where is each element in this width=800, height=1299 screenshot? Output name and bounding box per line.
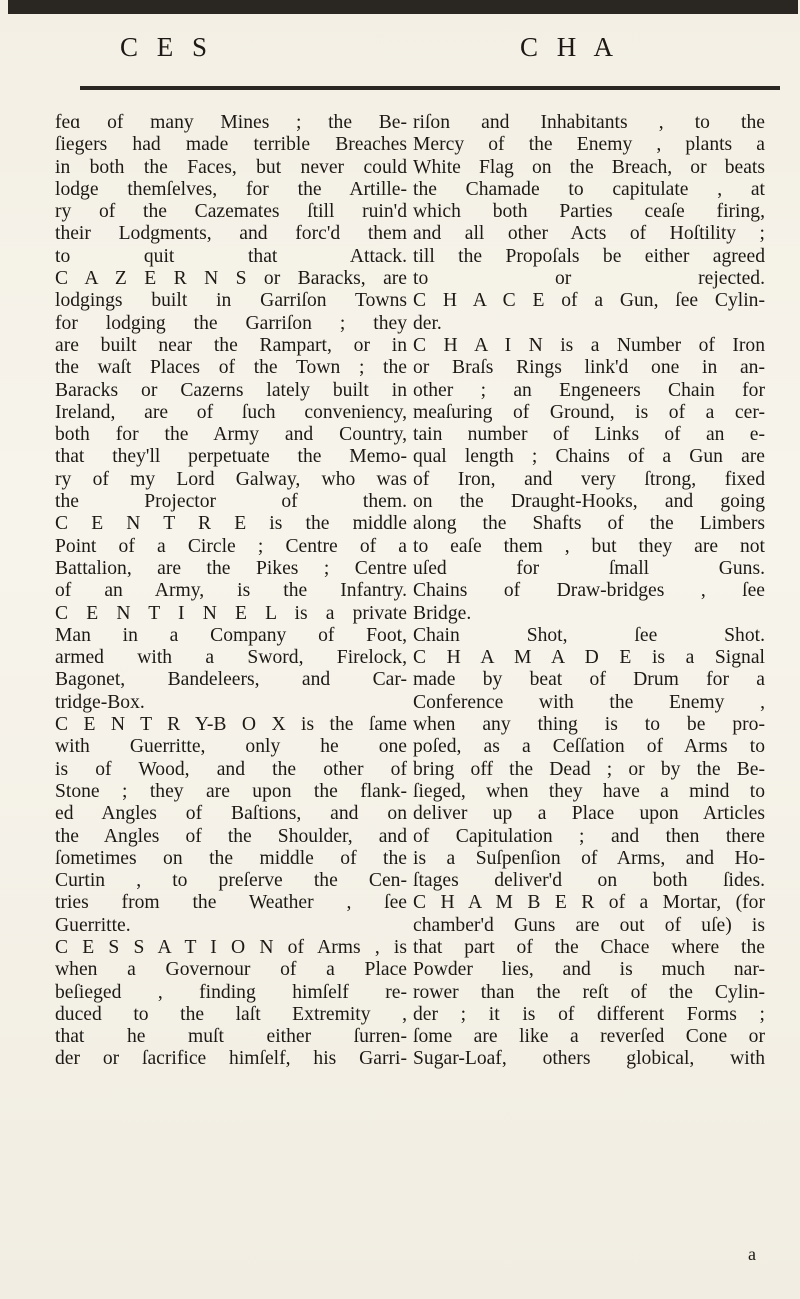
text-line: Mercy of the Enemy , plants a bbox=[413, 134, 765, 156]
text-line: the waſt Places of the Town ; the bbox=[55, 357, 407, 379]
text-line: for lodging the Garriſon ; they bbox=[55, 312, 407, 334]
text-line: C E N T R E is the middle bbox=[55, 513, 407, 535]
text-line: the Angles of the Shoulder, and bbox=[55, 825, 407, 847]
text-line: made by beat of Drum for a bbox=[413, 669, 765, 691]
text-line: to quit that Attack. bbox=[55, 245, 407, 267]
text-line: C A Z E R N S or Baracks, are bbox=[55, 268, 407, 290]
text-line: the Projector of them. bbox=[55, 491, 407, 513]
top-border-rule bbox=[8, 0, 798, 14]
text-line: der or ſacrifice himſelf, his Garri- bbox=[55, 1048, 407, 1070]
catchword: a bbox=[748, 1244, 756, 1264]
text-line: to or rejected. bbox=[413, 268, 765, 290]
text-line: that he muſt either ſurren- bbox=[55, 1026, 407, 1048]
text-line: of an Army, is the Infantry. bbox=[55, 580, 407, 602]
text-line: both for the Army and Country, bbox=[55, 424, 407, 446]
text-line: Stone ; they are upon the flank- bbox=[55, 780, 407, 802]
text-line: is a Suſpenſion of Arms, and Ho- bbox=[413, 847, 765, 869]
text-line: other ; an Engeneers Chain for bbox=[413, 379, 765, 401]
text-line: duced to the laſt Extremity , bbox=[55, 1003, 407, 1025]
text-line: Chains of Draw-bridges , ſee bbox=[413, 580, 765, 602]
text-line: on the Draught-Hooks, and going bbox=[413, 491, 765, 513]
text-line: qual length ; Chains of a Gun are bbox=[413, 446, 765, 468]
text-line: lodge themſelves, for the Artille- bbox=[55, 178, 407, 200]
text-line: feɑ of many Mines ; the Be- bbox=[55, 112, 407, 133]
text-line: Bridge. bbox=[413, 602, 472, 624]
text-line: their Lodgments, and forc'd them bbox=[55, 223, 407, 245]
text-line: armed with a Sword, Firelock, bbox=[55, 647, 407, 669]
text-line: ſometimes on the middle of the bbox=[55, 847, 407, 869]
text-line: uſed for ſmall Guns. bbox=[413, 557, 765, 579]
text-line: Conference with the Enemy , bbox=[413, 691, 765, 713]
text-line: Point of a Circle ; Centre of a bbox=[55, 535, 407, 557]
text-line: Battalion, are the Pikes ; Centre bbox=[55, 557, 407, 579]
text-line: along the Shafts of the Limbers bbox=[413, 513, 765, 535]
text-line: poſed, as a Ceſſation of Arms to bbox=[413, 736, 765, 758]
text-line: that they'll perpetuate the Memo- bbox=[55, 446, 407, 468]
text-line: of Capitulation ; and then there bbox=[413, 825, 765, 847]
text-line: Bagonet, Bandeleers, and Car- bbox=[55, 669, 407, 691]
text-line: till the Propoſals be either agreed bbox=[413, 245, 765, 267]
text-line: Powder lies, and is much nar- bbox=[413, 959, 765, 981]
text-line: ed Angles of Baſtions, and on bbox=[55, 803, 407, 825]
text-line: beſieged , finding himſelf re- bbox=[55, 981, 407, 1003]
text-line: der ; it is of different Forms ; bbox=[413, 1003, 765, 1025]
text-line: White Flag on the Breach, or beats bbox=[413, 156, 765, 178]
text-line: Sugar-Loaf, others globical, with bbox=[413, 1048, 765, 1070]
right-column bbox=[413, 112, 765, 1071]
text-line: Curtin , to preſerve the Cen- bbox=[55, 870, 407, 892]
header-right: C H A bbox=[520, 32, 620, 62]
text-line: in both the Faces, but never could bbox=[55, 156, 407, 178]
text-line: that part of the Chace where the bbox=[413, 936, 765, 958]
text-line: Guerritte. bbox=[55, 914, 131, 936]
text-line: ſiegers had made terrible Breaches bbox=[55, 134, 407, 156]
text-line: with Guerritte, only he one bbox=[55, 736, 407, 758]
text-line: C H A M A D E is a Signal bbox=[413, 647, 765, 669]
text-line: C E N T I N E L is a private bbox=[55, 602, 407, 624]
text-line: C E N T R Y-B O X is the ſame bbox=[55, 714, 407, 736]
left-column bbox=[55, 112, 407, 1071]
text-line: are built near the Rampart, or in bbox=[55, 334, 407, 356]
text-line: is of Wood, and the other of bbox=[55, 758, 407, 780]
running-header bbox=[0, 32, 800, 72]
text-line: C E S S A T I O N of Arms , is bbox=[55, 936, 407, 958]
text-line: Man in a Company of Foot, bbox=[55, 624, 407, 646]
text-line: ry of my Lord Galway, who was bbox=[55, 468, 407, 490]
header-left: C E S bbox=[120, 32, 214, 62]
text-line: when any thing is to be pro- bbox=[413, 714, 765, 736]
text-line: meaſuring of Ground, is of a cer- bbox=[413, 401, 765, 423]
text-line: bring off the Dead ; or by the Be- bbox=[413, 758, 765, 780]
text-line: Chain Shot, ſee Shot. bbox=[413, 624, 765, 646]
text-line: ſtages deliver'd on both ſides. bbox=[413, 870, 765, 892]
text-line: Baracks or Cazerns lately built in bbox=[55, 379, 407, 401]
text-line: tridge-Box. bbox=[55, 691, 145, 713]
text-line: the Chamade to capitulate , at bbox=[413, 178, 765, 200]
text-line: Ireland, are of ſuch conveniency, bbox=[55, 401, 407, 423]
text-line: tain number of Links of an e- bbox=[413, 424, 765, 446]
text-line: and all other Acts of Hoſtility ; bbox=[413, 223, 765, 245]
text-line: ry of the Cazemates ſtill ruin'd bbox=[55, 201, 407, 223]
text-line: der. bbox=[413, 312, 442, 334]
text-line: ſieged, when they have a mind to bbox=[413, 780, 765, 802]
text-line: rower than the reſt of the Cylin- bbox=[413, 981, 765, 1003]
text-line: of Iron, and very ſtrong, fixed bbox=[413, 468, 765, 490]
text-line: riſon and Inhabitants , to the bbox=[413, 112, 765, 133]
text-line: to eaſe them , but they are not bbox=[413, 535, 765, 557]
text-line: C H A I N is a Number of Iron bbox=[413, 334, 765, 356]
text-line: when a Governour of a Place bbox=[55, 959, 407, 981]
text-line: deliver up a Place upon Articles bbox=[413, 803, 765, 825]
text-line: which both Parties ceaſe firing, bbox=[413, 201, 765, 223]
text-line: C H A M B E R of a Mortar, (for bbox=[413, 892, 765, 914]
text-line: C H A C E of a Gun, ſee Cylin- bbox=[413, 290, 765, 312]
header-rule bbox=[80, 86, 780, 90]
text-line: tries from the Weather , ſee bbox=[55, 892, 407, 914]
text-line: ſome are like a reverſed Cone or bbox=[413, 1026, 765, 1048]
text-line: or Braſs Rings link'd one in an- bbox=[413, 357, 765, 379]
text-line: chamber'd Guns are out of uſe) is bbox=[413, 914, 765, 936]
text-line: lodgings built in Garriſon Towns bbox=[55, 290, 407, 312]
